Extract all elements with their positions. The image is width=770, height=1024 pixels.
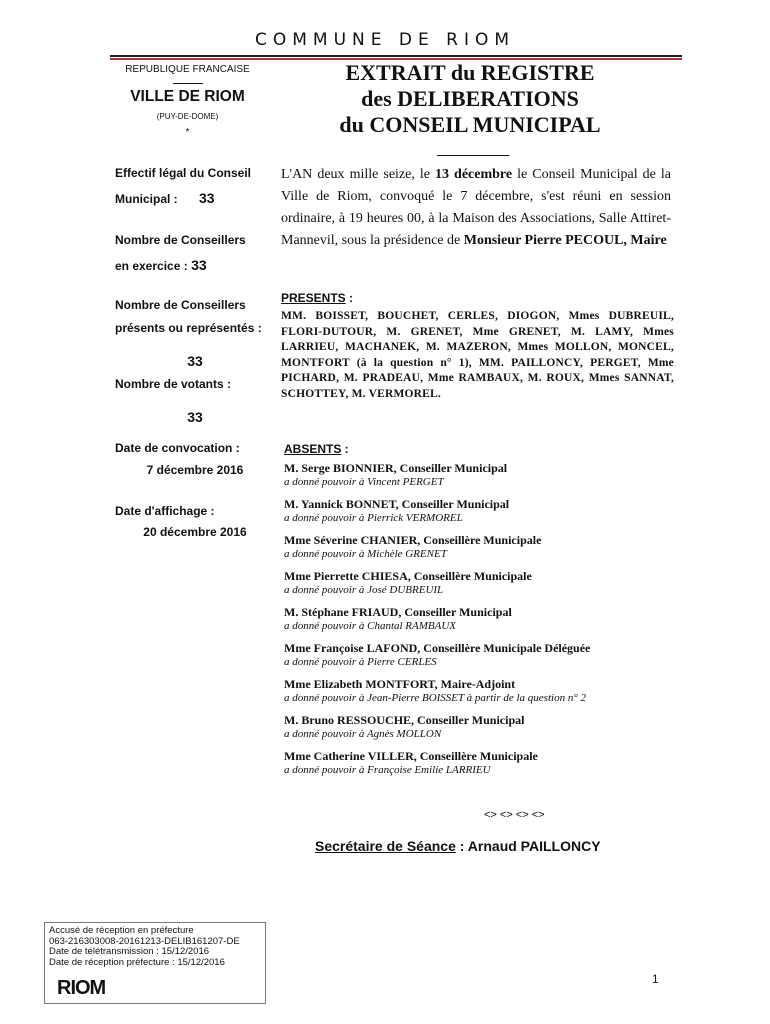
left-header-block [110, 62, 265, 138]
absent-item [284, 605, 674, 633]
presents-count-value: 33 [187, 353, 203, 369]
absents-section [284, 442, 674, 785]
absents-title: ABSENTS [284, 442, 342, 456]
absent-name: Mme Pierrette CHIESA, Conseillère Municipale [284, 569, 532, 583]
separator: <> <> <> <> [484, 809, 545, 821]
absent-pouvoir: a donné pouvoir à Pierre CERLES [284, 656, 437, 668]
absent-pouvoir: a donné pouvoir à José DUBREUIL [284, 584, 444, 596]
effectif-label-2: Municipal : [115, 192, 178, 206]
absent-item [284, 641, 674, 669]
absent-name: Mme Catherine VILLER, Conseillère Municipale [284, 749, 538, 763]
intro-president: Monsieur Pierre PECOUL, Maire [463, 233, 667, 248]
absent-name: M. Serge BIONNIER, Conseiller Municipal [284, 461, 508, 475]
convocation-label: Date de convocation : [115, 441, 240, 455]
absents-heading [284, 442, 674, 456]
absent-item [284, 749, 674, 777]
intro-date: 13 décembre [435, 167, 513, 182]
riom-logo [55, 976, 127, 998]
absent-item [284, 461, 674, 489]
absent-item [284, 533, 674, 561]
absent-name: M. Bruno RESSOUCHE, Conseiller Municipal [284, 713, 525, 727]
absents-list [284, 461, 674, 777]
exercice-label-1: Nombre de Conseillers [115, 233, 246, 247]
absent-pouvoir: a donné pouvoir à Vincent PERGET [284, 476, 444, 488]
secretaire-label: Secrétaire de Séance [315, 838, 456, 854]
absent-item [284, 497, 674, 525]
absent-name: M. Stéphane FRIAUD, Conseiller Municipal [284, 605, 512, 619]
presents-colon: : [345, 291, 354, 305]
stamp-line-2: 063-216303008-20161213-DELIB161207-DE [49, 935, 240, 947]
presents-count-block [115, 298, 275, 425]
presents-heading [281, 291, 674, 305]
presents-list: MM. BOISSET, BOUCHET, CERLES, DIOGON, Mmes DUBREUIL, FLORI-DUTOUR, M. GRENET, Mme GRENET, M. LAMY, Mmes LARRIEU, MACHANEK, M. MAZERON, Mmes MOLLON, MONCEL, MONTFORT (à la question n° 1), MM. PAILLONCY, PERGET, Mme PICHARD, M. PRADEAU, Mme RAMBAUX, M. ROUX, Mmes SANNAT, SCHOTTEY, M. VERMOREL. [281, 310, 674, 400]
votants-label: Nombre de votants : [115, 377, 232, 391]
effectif-row [115, 190, 275, 206]
absent-item [284, 677, 674, 705]
effectif-label-1: Effectif légal du Conseil [115, 166, 252, 180]
republique-divider [173, 83, 203, 84]
star-mark: * [185, 127, 190, 138]
commune-header: COMMUNE DE RIOM [255, 30, 515, 50]
stamp-line-4: Date de réception préfecture : 15/12/2016 [49, 956, 225, 968]
stamp-line-1: Accusé de réception en préfecture [49, 925, 194, 936]
absent-name: M. Yannick BONNET, Conseiller Municipal [284, 497, 510, 511]
absent-name: Mme Elizabeth MONTFORT, Maire-Adjoint [284, 677, 516, 691]
exercice-block [115, 233, 275, 273]
prefecture-stamp [44, 922, 266, 1004]
exercice-row [115, 257, 275, 273]
presents-section [281, 291, 674, 402]
presents-title: PRESENTS [281, 291, 346, 305]
header-rule-black [110, 55, 682, 57]
secretaire-value: : Arnaud PAILLONCY [455, 838, 601, 854]
intro-paragraph [281, 164, 671, 252]
intro-part-1: L'AN deux mille seize, le [281, 167, 436, 182]
votants-value: 33 [187, 409, 203, 425]
effectif-value: 33 [199, 190, 215, 206]
absent-pouvoir: a donné pouvoir à Jean-Pierre BOISSET à partir de la question n° 2 [284, 692, 586, 704]
affichage-value: 20 décembre 2016 [143, 525, 247, 539]
ville-label: VILLE DE RIOM [130, 88, 245, 105]
title-divider [437, 155, 509, 156]
absent-pouvoir: a donné pouvoir à Pierrick VERMOREL [284, 512, 463, 524]
intro-part-2: le Conseil Municipal de la Ville de Riom, convoqué le 7 décembre, s'est réuni en session ordinaire, à 19 heures 00, à la Maison des Associations, Salle Attiret-Mannevil, sous la présidence de [281, 167, 671, 248]
secretaire-line [315, 838, 601, 854]
title-line-1: EXTRAIT du REGISTRE [345, 60, 595, 85]
stamp-line-3: Date de télétransmission : 15/12/2016 [49, 946, 210, 957]
republique-label: REPUBLIQUE FRANCAISE [125, 64, 250, 75]
affichage-block [115, 504, 275, 539]
absent-pouvoir: a donné pouvoir à Michèle GRENET [284, 548, 447, 560]
exercice-label-2: en exercice : [115, 259, 188, 273]
convocation-block [115, 441, 275, 477]
departement-label: (PUY-DE-DOME) [156, 112, 219, 121]
title-line-2: des DELIBERATIONS [361, 86, 579, 111]
absent-name: Mme Séverine CHANIER, Conseillère Municipale [284, 533, 542, 547]
page-number: 1 [652, 972, 659, 986]
absent-name: Mme Françoise LAFOND, Conseillère Municipale Déléguée [284, 641, 591, 655]
presents-count-label-1: Nombre de Conseillers [115, 298, 246, 312]
logo-text: RIOM [57, 977, 106, 998]
convocation-value: 7 décembre 2016 [146, 463, 244, 477]
exercice-value: 33 [191, 257, 207, 273]
presents-count-label-2: présents ou représentés : [115, 321, 262, 335]
absent-pouvoir: a donné pouvoir à Françoise Emilie LARRIEU [284, 764, 491, 776]
document-title [290, 60, 650, 138]
absent-pouvoir: a donné pouvoir à Agnès MOLLON [284, 728, 442, 740]
absent-item [284, 713, 674, 741]
affichage-label: Date d'affichage : [115, 504, 215, 518]
effectif-block [115, 166, 275, 206]
absents-colon: : [341, 442, 349, 456]
title-line-3: du CONSEIL MUNICIPAL [339, 112, 601, 137]
absent-item [284, 569, 674, 597]
absent-pouvoir: a donné pouvoir à Chantal RAMBAUX [284, 620, 457, 632]
